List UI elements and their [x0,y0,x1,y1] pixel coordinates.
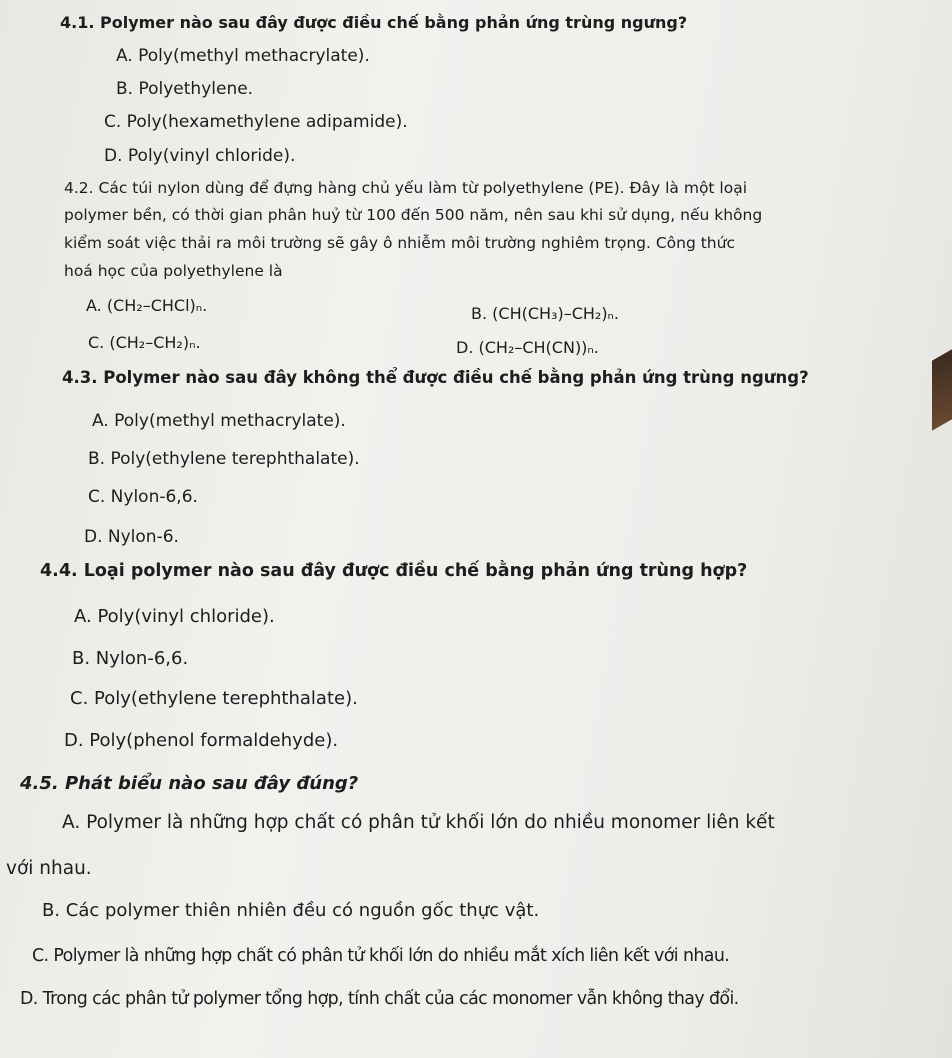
q2-option-c: C. (CH₂–CH₂)ₙ. [88,333,201,352]
q2-option-a: A. (CH₂–CHCl)ₙ. [86,296,208,315]
q4-option-d: D. Poly(phenol formaldehyde). [64,730,339,751]
q4-option-c: C. Poly(ethylene terephthalate). [70,688,358,709]
q3-option-a: A. Poly(methyl methacrylate). [92,411,346,431]
q3-question [62,367,809,389]
q5-question: 4.5. Phát biểu nào sau đây đúng? [20,773,359,794]
q5-option-c: C. Polymer là những hợp chất có phân tử khối lớn do nhiều mắt xích liên kết với nhau. [32,946,730,966]
pencil-tip [932,349,952,431]
q3-question-prefix: 4.3. Polymer nào sau đây [62,368,303,387]
q3-option-d: D. Nylon-6. [84,527,179,547]
q4-question: 4.4. Loại polymer nào sau đây được điều chế bằng phản ứng trùng hợp? [40,561,748,581]
q4-option-b: B. Nylon-6,6. [72,648,189,669]
q2-question-line-1 [64,177,747,199]
q2-question-line-2: polymer bền, có thời gian phân huỷ từ 100 đến 500 năm, nên sau khi sử dụng, nếu không [64,206,763,224]
q1-question: 4.1. Polymer nào sau đây được điều chế bằng phản ứng trùng ngưng? [60,13,688,32]
q3-option-b: B. Poly(ethylene terephthalate). [88,449,360,469]
q1-option-b: B. Polyethylene. [116,79,254,99]
q5-option-a-line-2: với nhau. [6,858,92,879]
q5-option-d: D. Trong các phân tử polymer tổng hợp, tính chất của các monomer vẫn không thay đổi. [20,989,739,1009]
q2-option-b: B. (CH(CH₃)–CH₂)ₙ. [471,304,620,323]
q3-question-suffix: thể được điều chế bằng phản ứng trùng ngưng? [360,368,809,387]
q2-line-1-text: 4.2. Các túi nylon dùng để đựng hàng chủ yếu làm từ polyethylene (PE). Đây là một loại [64,179,748,197]
q3-option-c: C. Nylon-6,6. [88,487,198,507]
q1-option-c: C. Poly(hexamethylene adipamide). [104,112,408,132]
q2-option-d: D. (CH₂–CH(CN))ₙ. [456,338,599,357]
q4-option-a: A. Poly(vinyl chloride). [74,606,275,627]
q5-option-a-line-1: A. Polymer là những hợp chất có phân tử khối lớn do nhiều monomer liên kết [62,812,775,833]
q1-option-a: A. Poly(methyl methacrylate). [116,46,370,66]
q2-question-line-4: hoá học của polyethylene là [64,262,283,280]
q5-option-b: B. Các polymer thiên nhiên đều có nguồn gốc thực vật. [42,900,540,921]
q1-option-d: D. Poly(vinyl chloride). [104,146,296,166]
q2-question-line-3: kiểm soát việc thải ra môi trường sẽ gây ô nhiễm môi trường nghiêm trọng. Công thức [64,234,735,252]
q3-question-emphasis: không [302,368,361,387]
